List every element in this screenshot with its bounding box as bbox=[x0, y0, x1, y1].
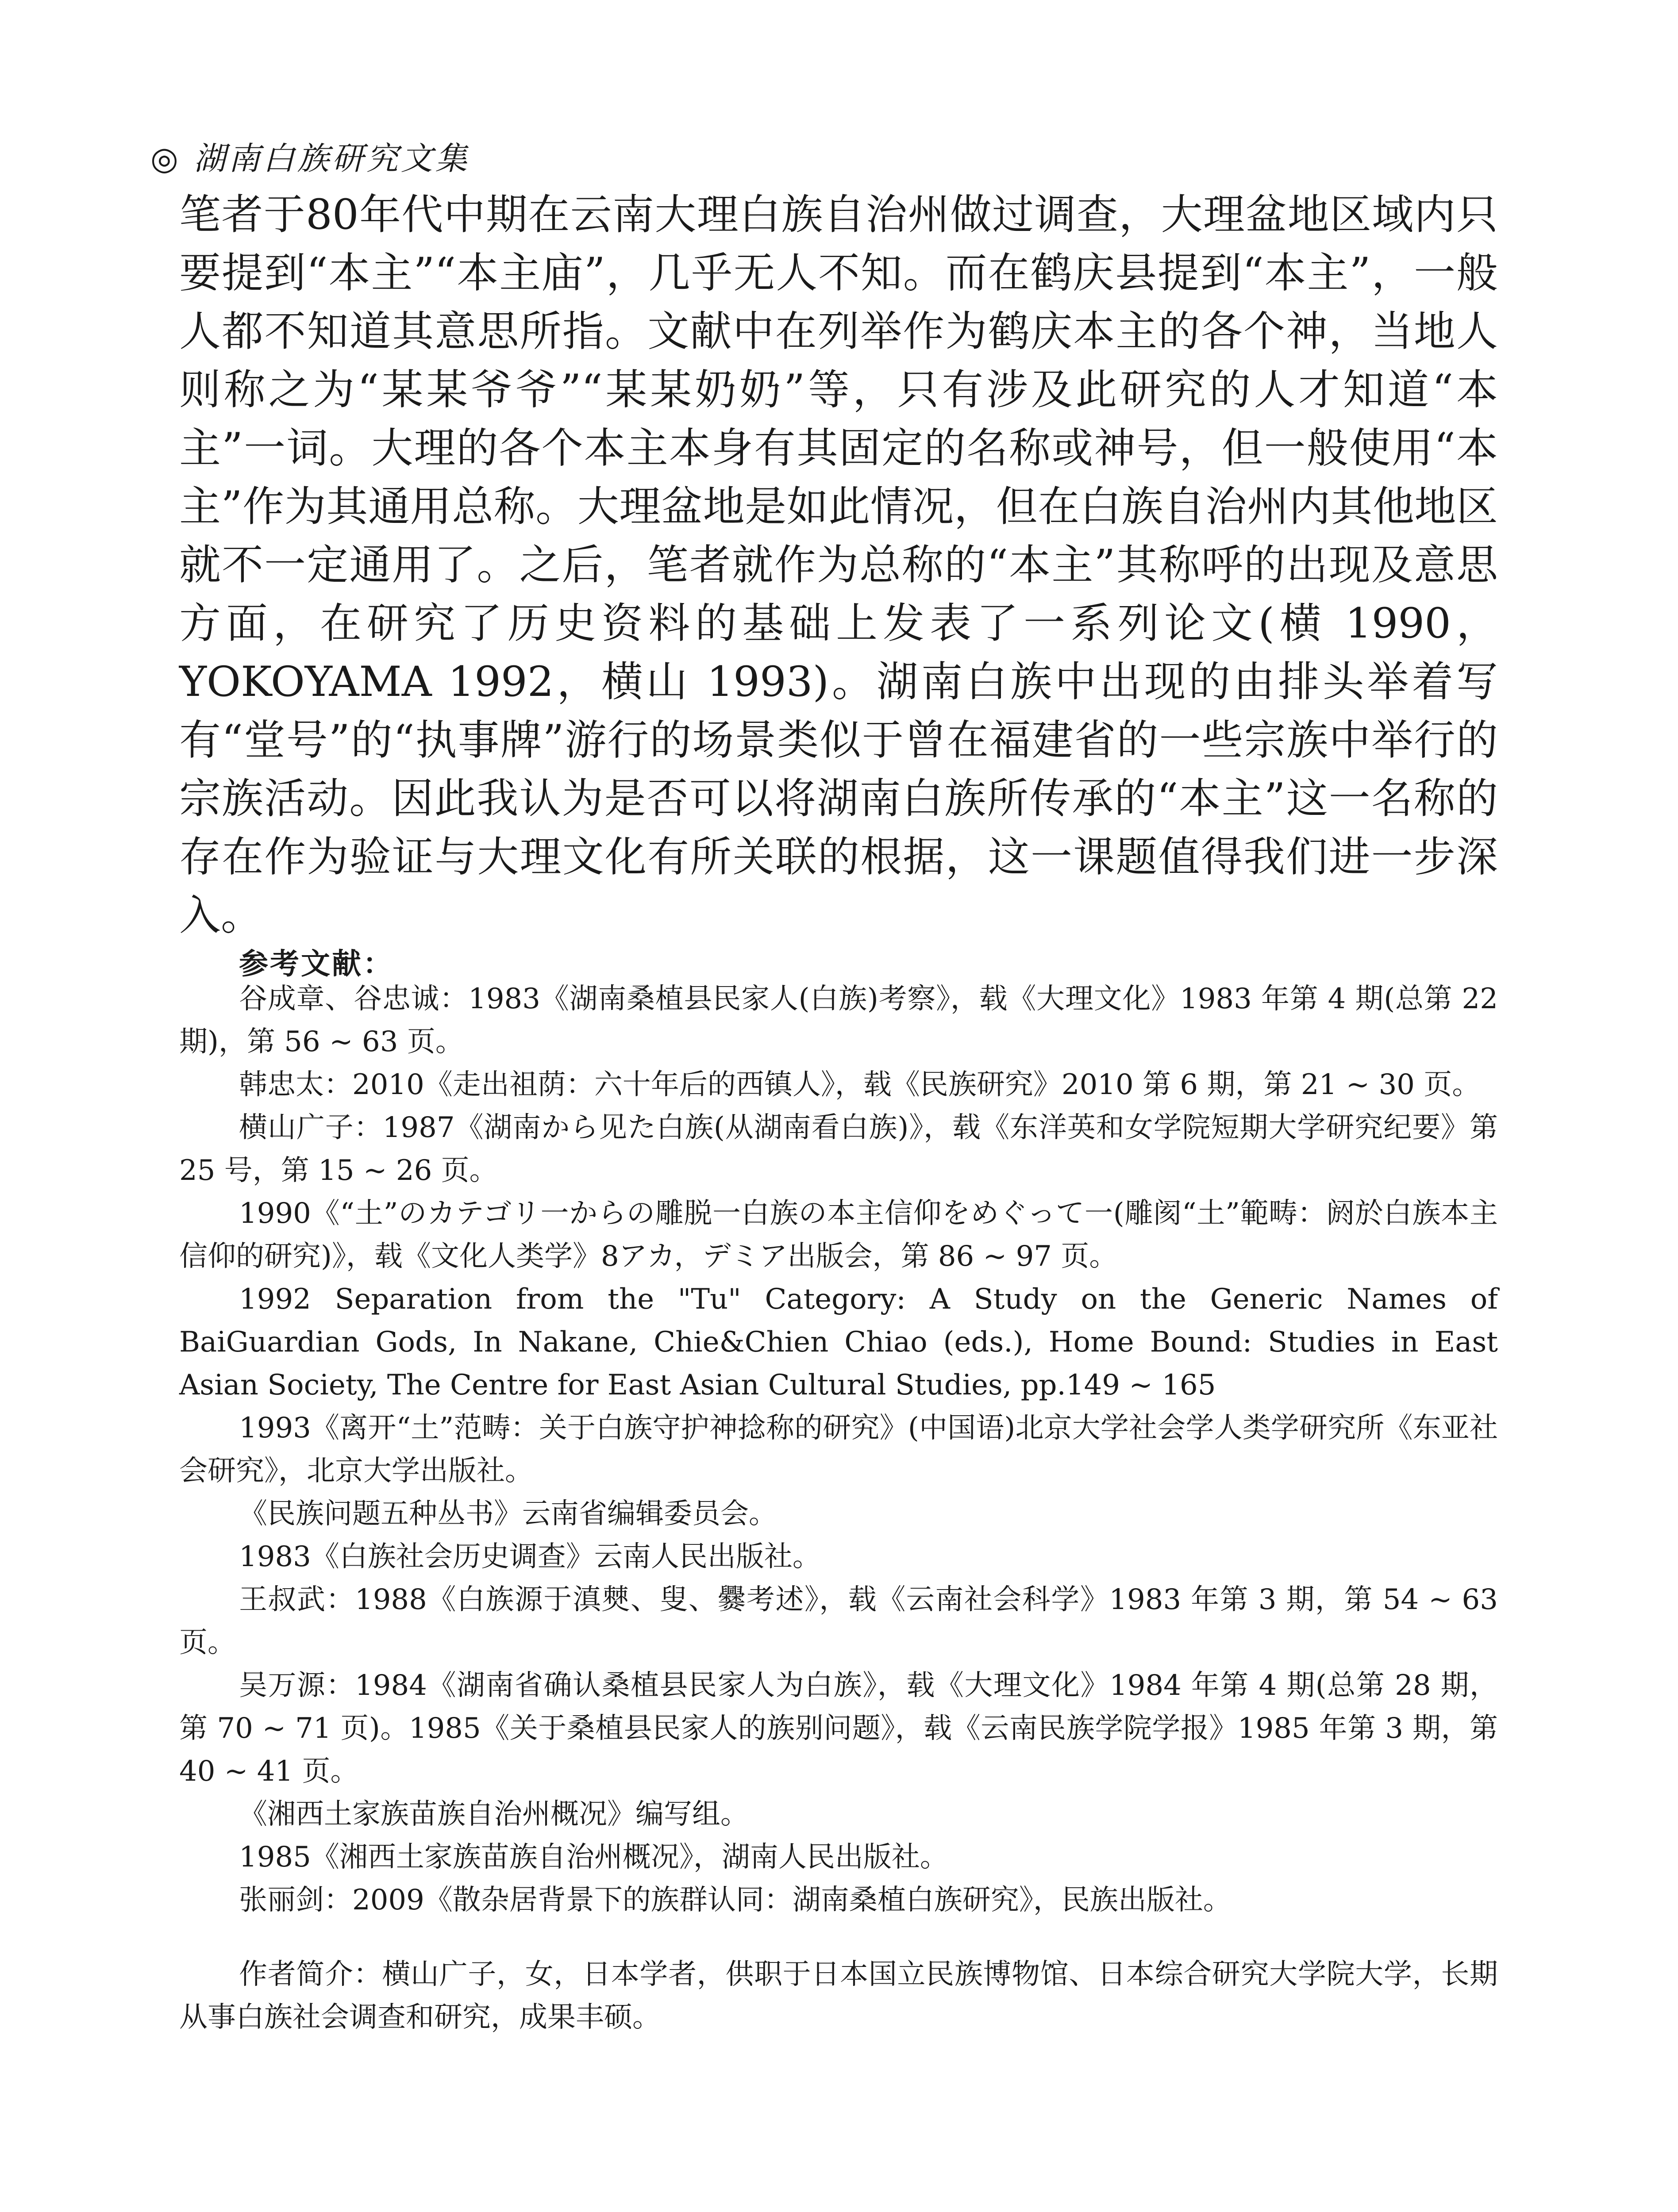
main-body bbox=[179, 186, 1498, 945]
reference-item: 1983《白族社会历史调查》云南人民出版社。 bbox=[239, 1540, 821, 1573]
reference-item: 吴万源：1984《湖南省确认桑植县民家人为白族》，载《大理文化》1984 年第 4 期(总第 28 期，第 70 ~ 71 页)。1985《关于桑植县民家人的族别问题》，载《云南民族学院学报》1985 年第 3 期，第 40 ~ 41 页。 bbox=[179, 1669, 1498, 1788]
body-paragraph: 笔者于80年代中期在云南大理白族自治州做过调查，大理盆地区域内只要提到“本主”“本主庙”，几乎无人不知。而在鹤庆县提到“本主”，一般人都不知道其意思所指。文献中在列举作为鹤庆本主的各个神，当地人则称之为“某某爷爷”“某某奶奶”等，只有涉及此研究的人才知道“本主”一词。大理的各个本主本身有其固定的名称或神号，但一般使用“本主”作为其通用总称。大理盆地是如此情况，但在白族自治州内其他地区就不一定通用了。之后，笔者就作为总称的“本主”其称呼的出现及意思方面，在研究了历史资料的基础上发表了一系列论文(横 1990，YOKOYAMA 1992，横山 1993)。湖南白族中出现的由排头举着写有“堂号”的“执事牌”游行的场景类似于曾在福建省的一些宗族中举行的宗族活动。因此我认为是否可以将湖南白族所传承的“本主”这一名称的存在作为验证与大理文化有所关联的根据，这一课题值得我们进一步深入。 bbox=[179, 191, 1498, 940]
reference-item: 韩忠太：2010《走出祖荫：六十年后的西镇人》，载《民族研究》2010 第 6 期，第 21 ~ 30 页。 bbox=[239, 1068, 1481, 1101]
reference-item: 1990《“土”のカテゴリ一からの雕脱一白族の本主信仰をめぐって一(雕阂“土”範畴：阏於白族本主信仰的研究)》，载《文化人类学》8アカ，デミア出版会，第 86 ~ 97 页。 bbox=[179, 1197, 1498, 1273]
running-header: ◎ 湖南白族研究文集 bbox=[150, 140, 470, 177]
author-bio: 作者简介：横山广子，女，日本学者，供职于日本国立民族博物馆、日本综合研究大学院大学，长期从事白族社会调查和研究，成果丰硕。 bbox=[179, 1958, 1498, 2034]
reference-item: 王叔武：1988《白族源于滇僰、叟、爨考述》，载《云南社会科学》1983 年第 3 期，第 54 ~ 63 页。 bbox=[179, 1583, 1498, 1659]
reference-item: 1992 Separation from the "Tu" Category: A Study on the Generic Names of BaiGuardian Gods, In Nakane, Chie&Chien Chiao (eds.), Home Bound: Studies in East Asian Society, The Centre for East Asian Cultural Studies, pp.149 ~ 165 bbox=[179, 1283, 1498, 1402]
references-list bbox=[179, 978, 1498, 1922]
reference-item: 谷成章、谷忠诚：1983《湖南桑植县民家人(白族)考察》，载《大理文化》1983 年第 4 期(总第 22 期)，第 56 ~ 63 页。 bbox=[179, 983, 1498, 1058]
reference-item: 1993《离开“土”范畴：关于白族守护神捻称的研究》(中国语)北京大学社会学人类学研究所《东亚社会研究》，北京大学出版社。 bbox=[179, 1412, 1498, 1487]
reference-item: 张丽剑：2009《散杂居背景下的族群认同：湖南桑植白族研究》，民族出版社。 bbox=[239, 1884, 1232, 1916]
references-title: 参考文献： bbox=[239, 946, 394, 981]
reference-item: 横山广子：1987《湖南から见た白族(从湖南看白族)》，载《东洋英和女学院短期大学研究纪要》第 25 号，第 15 ~ 26 页。 bbox=[179, 1111, 1498, 1187]
reference-item: 1985《湘西土家族苗族自治州概况》，湖南人民出版社。 bbox=[239, 1841, 948, 1874]
reference-item: 《民族问题五种丛书》云南省编辑委员会。 bbox=[239, 1498, 777, 1530]
reference-item: 《湘西土家族苗族自治州概况》编写组。 bbox=[239, 1798, 749, 1831]
